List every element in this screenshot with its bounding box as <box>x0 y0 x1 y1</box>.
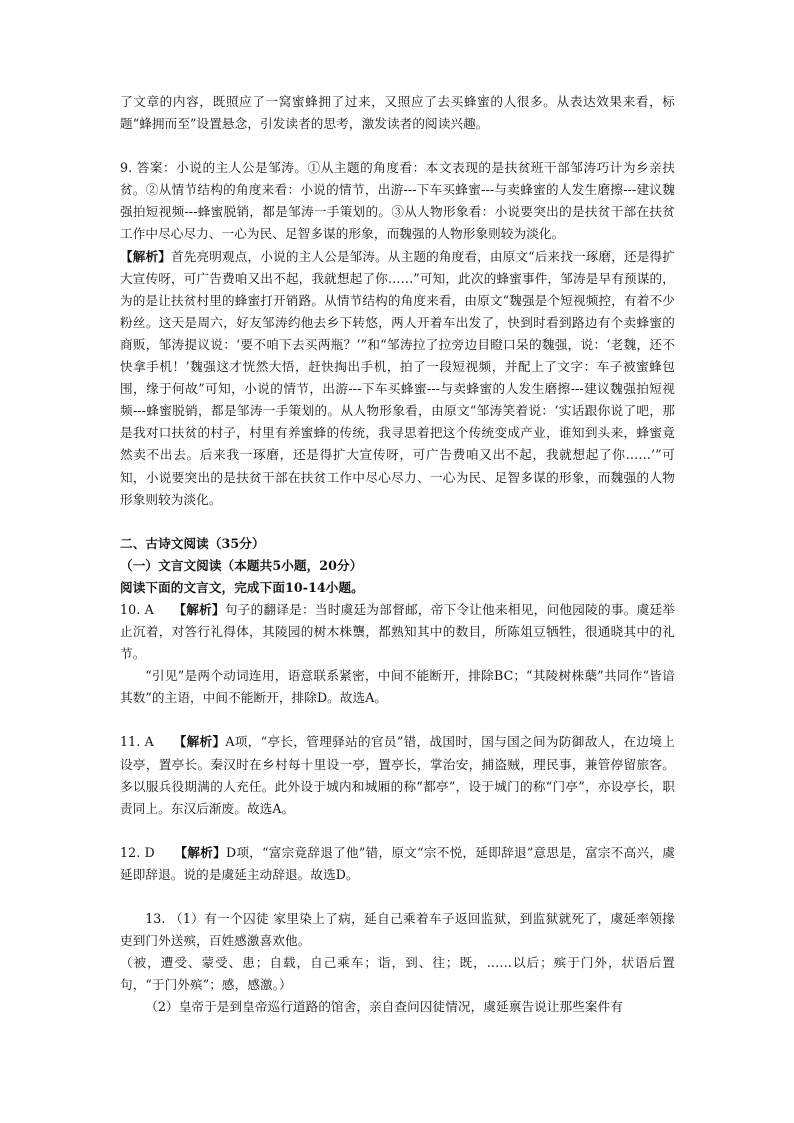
analysis-tag: 【解析】 <box>179 734 226 750</box>
q12-paragraph <box>120 842 675 886</box>
q10-explanation: “引见”是两个动词连用，语意联系紧密，中间不能断开，排除BC；“其陵树株蘖”共同作“皆谙其数”的主语，中间不能断开，排除D。故选A。 <box>120 668 675 706</box>
q9-analysis-text: 首先亮明观点，小说的主人公是邹涛。从主题的角度看，由原文“后来找一琢磨，还是得扩大宣传呀，可广告费咱又出不起，我就想起了你……”可知，此次的蜂蜜事件，邹涛是早有预谋的，为的是让扶贫村里的蜂蜜打开销路。从情节结构的角度来看，由原文“魏强是个短视频控，有着不少粉丝。这天是周六，好友邹涛约他去乡下转悠，两人开着车出发了，快到时看到路边有个卖蜂蜜的商贩，邹涛提议说：‘要不咱下去买两瓶？’”和“邹涛拉了拉旁边目瞪口呆的魏强，说：‘老魏，还不快拿手机！’魏强这才恍然大悟，赶快掏出手机，拍了一段短视频，并配上了文字：车子被蜜蜂包围，缘于何故”可知，小说的情节，出游---下车买蜂蜜---与卖蜂蜜的人发生磨擦---建议魏强拍短视频---蜂蜜脱销，都是邹涛一手策划的。从人物形象看，由原文“邹涛笑着说：‘实话跟你说了吧，那是我对口扶贫的村子，村里有养蜜蜂的传统，我寻思着把这个传统变成产业，谁知到头来，蜂蜜竟然卖不出去。后来我一琢磨，还是得扩大宣传呀，可广告费咱又出不起，我就想起了你……’”可知，小说要突出的是扶贫干部在扶贫工作中尽心尽力、一心为民、足智多谋的形象，而魏强的人物形象则较为淡化。 <box>120 248 675 507</box>
section-heading: 二、古诗文阅读（35分） <box>120 535 265 551</box>
q10-text: 句子的翻译是：当时虞廷为部督邮，帝下令让他来相见，问他园陵的事。虞廷举止沉着，对答行礼得体，其陵园的树木株龒，都熟知其中的数目，所陈俎豆牺牲，很通晓其中的礼节。 <box>120 601 675 662</box>
q11-prefix: 11. A <box>120 734 180 750</box>
reading-instruction: 阅读下面的文言文，完成下面10-14小题。 <box>120 579 364 595</box>
paragraph-gap <box>120 511 675 533</box>
q10-prefix: 10. A <box>120 601 180 617</box>
q13-part1-note: （被，遭受、蒙受、患；自载，自己乘车；诣，到、往；既，……以后；殡于门外，状语后置句，“于门外殡”；感，感激。） <box>120 955 675 993</box>
paragraph-gap <box>120 886 675 908</box>
q10-paragraph <box>120 599 675 665</box>
q13-part1: 13. （1）有一个囚徒 家里染上了病，延自己乘着车子返回监狱，到监狱就死了，虞延率领掾吏到门外送殡，百姓感激喜欢他。 <box>120 911 675 949</box>
paragraph-gap <box>120 709 675 731</box>
q12-prefix: 12. D <box>120 844 181 860</box>
paragraph-gap <box>120 820 675 842</box>
q11-paragraph <box>120 731 675 819</box>
subsection-heading: （一）文言文阅读（本题共5小题，20分） <box>120 557 363 573</box>
analysis-tag: 【解析】 <box>120 248 172 264</box>
analysis-tag: 【解析】 <box>179 601 225 617</box>
paragraph-gap <box>120 135 675 157</box>
q9-analysis <box>120 246 675 511</box>
analysis-tag: 【解析】 <box>180 844 226 860</box>
intro-paragraph: 了文章的内容，既照应了一窝蜜蜂拥了过来，又照应了去买蜂蜜的人很多。从表达效果来看，标题“蜂拥而至”设置悬念，引发读者的思考，激发读者的阅读兴趣。 <box>120 94 675 132</box>
document-body <box>120 91 675 1018</box>
q9-answer: 9. 答案：小说的主人公是邹涛。①从主题的角度看：本文表现的是扶贫班干部邹涛巧计为乡亲扶贫。②从情节结构的角度来看：小说的情节，出游---下车买蜂蜜---与卖蜂蜜的人发生磨擦---建议魏强拍短视频---蜂蜜脱销，都是邹涛一手策划的。③从人物形象看：小说要突出的是扶贫干部在扶贫工作中尽心尽力、一心为民、足智多谋的形象，而魏强的人物形象则较为淡化。 <box>120 160 675 242</box>
q13-part2: （2）皇帝于是到皇帝巡行道路的馆舍，亲自查问囚徒情况，虞延禀告说让那些案件有 <box>145 999 623 1015</box>
q12-text: D项，“富宗竟辞退了他”错，原文“宗不悦，延即辞退”意思是，富宗不高兴，虞延即辞退。说的是虞延主动辞退。故选D。 <box>120 844 675 882</box>
q11-text: A项，“亭长，管理驿站的官员”错，战国时，国与国之间为防御敌人，在边境上设亭，置亭长。秦汉时在乡村每十里设一亭，置亭长，掌治安，捕盗贼，理民事，兼管停留旅客。多以服兵役期满的人充任。此外设于城内和城厢的称“都亭”，设于城门的称“门亭”，亦设亭长，职责同上。东汉后渐废。故选A。 <box>120 734 675 816</box>
